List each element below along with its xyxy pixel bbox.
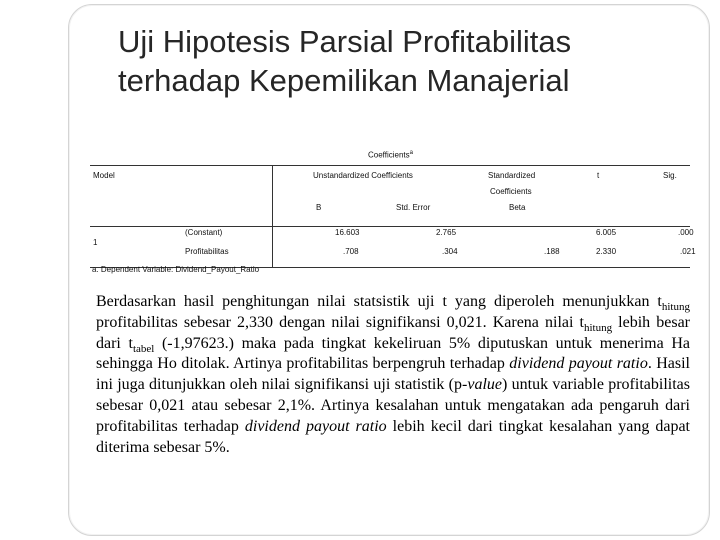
table-footnote: a. Dependent Variable: Dividend_Payout_Ratio <box>92 265 260 274</box>
table-divider <box>272 165 273 267</box>
row-constant-sig: .000 <box>678 228 694 237</box>
header-t: t <box>597 171 600 180</box>
row-constant-se: 2.765 <box>436 228 457 237</box>
table-caption: Coefficients$^a$ <box>368 150 413 160</box>
header-sig: Sig. <box>663 171 677 180</box>
title-line-2: terhadap Kepemilikan Manajerial <box>118 63 570 98</box>
row-profitabilitas-name: Profitabilitas <box>185 247 229 256</box>
row-profitabilitas-b: .708 <box>343 247 359 256</box>
header-unstandardized: Unstandardized Coefficients <box>313 171 413 180</box>
table-top-rule <box>90 165 690 166</box>
row-profitabilitas-sig: .021 <box>680 247 696 256</box>
row-constant-name: (Constant) <box>185 228 223 237</box>
row-constant-t: 6.005 <box>596 228 617 237</box>
row-profitabilitas-se: .304 <box>442 247 458 256</box>
title-line-1: Uji Hipotesis Parsial Profitabilitas <box>118 24 572 59</box>
caption-footnote-mark: a <box>409 150 413 156</box>
header-standardized: Standardized <box>488 171 536 180</box>
slide-title <box>118 22 698 100</box>
row-profitabilitas-beta: .188 <box>544 247 560 256</box>
header-beta: Beta <box>509 203 526 212</box>
model-number: 1 <box>93 238 98 247</box>
header-coefficients: Coefficients <box>490 187 532 196</box>
explanation-paragraph: Berdasarkan hasil penghitungan nilai statsistik uji t yang diperoleh menunjukkan $t_{hitung}$ profitabilitas sebesar 2,330 dengan nilai signifikansi 0,021. Karena nilai $t_{hitung}$ lebih besar dari $t_{tabel}$ (-1,97623.) maka pada tingkat kekeliruan 5% diputuskan untuk menerima Ha sehingga Ho ditolak. Artinya profitabilitas berpengruh terhadap dividend payout ratio. Hasil ini juga ditunjukkan oleh nilai signifikansi uji statistik (p-value) untuk variable profitabilitas sebesar 0,021 atau sebesar 2,1%. Artinya kesalahan untuk mengatakan ada pengaruh dari profitabilitas terhadap dividend payout ratio lebih kecil dari tingkat kesalahan yang dapat diterima sebesar 5%. <box>96 293 691 456</box>
header-b: B <box>316 203 322 212</box>
header-std-error: Std. Error <box>396 203 431 212</box>
table-header-rule <box>90 226 690 227</box>
header-model: Model <box>93 171 115 180</box>
row-constant-b: 16.603 <box>335 228 360 237</box>
row-profitabilitas-t: 2.330 <box>596 247 617 256</box>
